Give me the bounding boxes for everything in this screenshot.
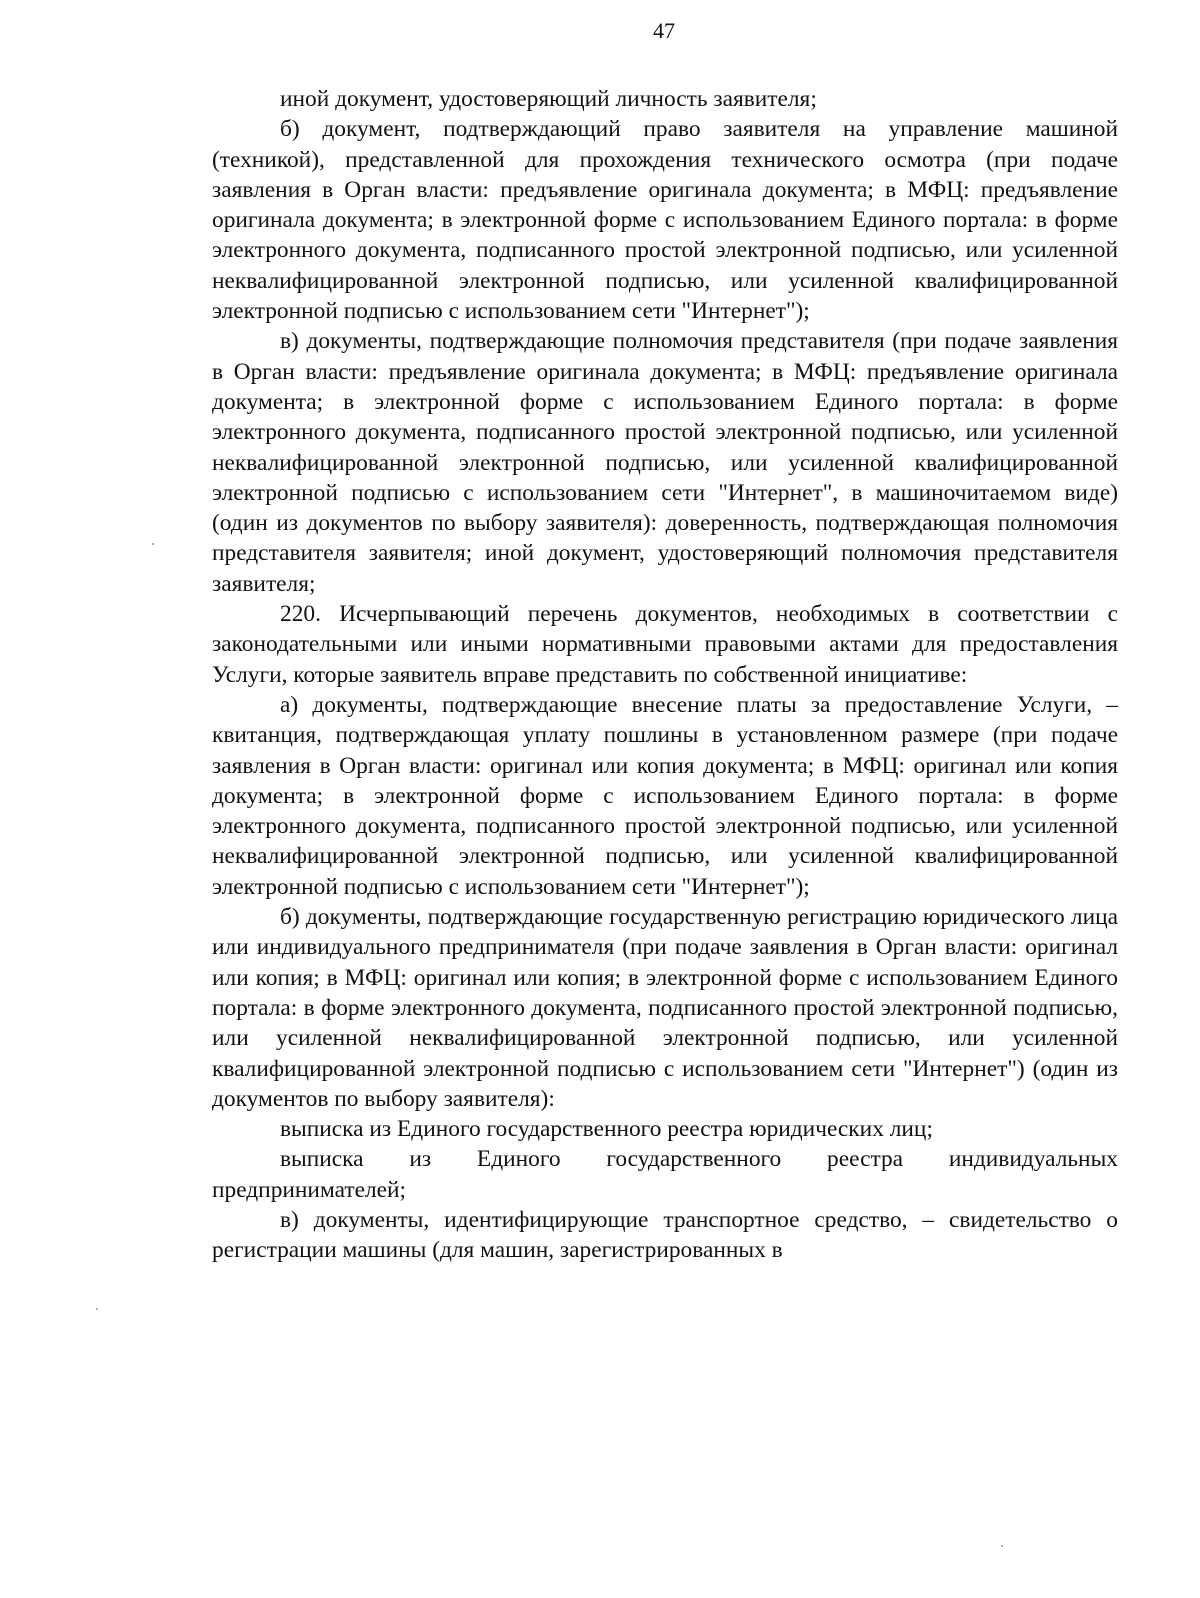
- scan-speck: [96, 1308, 98, 1310]
- document-body: [212, 84, 1118, 1266]
- paragraph-v-representative-powers: в) документы, подтверждающие полномочия представителя (при подаче заявления в Орган власти: предъявление оригинала документа; в МФЦ: предъявление оригинала документа; в электронной форме с использованием Единого портала: в форме электронного документа, подписанного простой электронной подписью, или усиленной неквалифицированной электронной подписью, или усиленной квалифицированной электронной подписью с использованием сети "Интернет", в машиночитаемом виде) (один из документов по выбору заявителя): доверенность, подтверждающая полномочия представителя заявителя; иной документ, удостоверяющий полномочия представителя заявителя;: [212, 328, 1118, 597]
- paragraph-v-vehicle-identification: в) документы, идентифицирующие транспортное средство, – свидетельство о регистрации машины (для машин, зарегистрированных в: [212, 1206, 1118, 1264]
- scan-speck: [1001, 1545, 1003, 1547]
- paragraph-220-optional-documents: 220. Исчерпывающий перечень документов, необходимых в соответствии с законодательными или иными нормативными правовыми актами для предоставления Услуги, которые заявитель вправе представить по собственной инициативе:: [212, 601, 1118, 688]
- paragraph-identity-document: иной документ, удостоверяющий личность заявителя;: [280, 86, 817, 112]
- scan-speck: [152, 543, 154, 545]
- paragraph-b-state-registration: б) документы, подтверждающие государственную регистрацию юридического лица или индивидуального предпринимателя (при подаче заявления в Орган власти: оригинал или копия; в МФЦ: оригинал или копия; в электронной форме с использованием Единого портала: в форме электронного документа, подписанного простой электронной подписью, или усиленной неквалифицированной электронной подписью, или усиленной квалифицированной электронной подписью с использованием сети "Интернет") (один из документов по выбору заявителя):: [212, 904, 1118, 1112]
- paragraph-b-machine-right-document: б) документ, подтверждающий право заявителя на управление машиной (техникой), представленной для прохождения технического осмотра (при подаче заявления в Орган власти: предъявление оригинала документа; в МФЦ: предъявление оригинала документа; в электронной форме с использованием Единого портала: в форме электронного документа, подписанного простой электронной подписью, или усиленной неквалифицированной электронной подписью, или усиленной квалифицированной электронной подписью с использованием сети "Интернет");: [212, 116, 1118, 325]
- paragraph-extract-legal-entities: выписка из Единого государственного реестра юридических лиц;: [280, 1116, 933, 1143]
- paragraph-extract-entrepreneurs: выписка из Единого государственного реестра индивидуальных предпринимателей;: [212, 1146, 1118, 1203]
- page-number: 47: [653, 18, 675, 43]
- paragraph-a-payment-documents: а) документы, подтверждающие внесение платы за предоставление Услуги, – квитанция, подтверждающая уплату пошлины в установленном размере (при подаче заявления в Орган власти: оригинал или копия документа; в МФЦ: оригинал или копия документа; в электронной форме с использованием Единого портала: в форме электронного документа, подписанного простой электронной подписью, или усиленной неквалифицированной электронной подписью, или усиленной квалифицированной электронной подписью с использованием сети "Интернет");: [212, 691, 1118, 900]
